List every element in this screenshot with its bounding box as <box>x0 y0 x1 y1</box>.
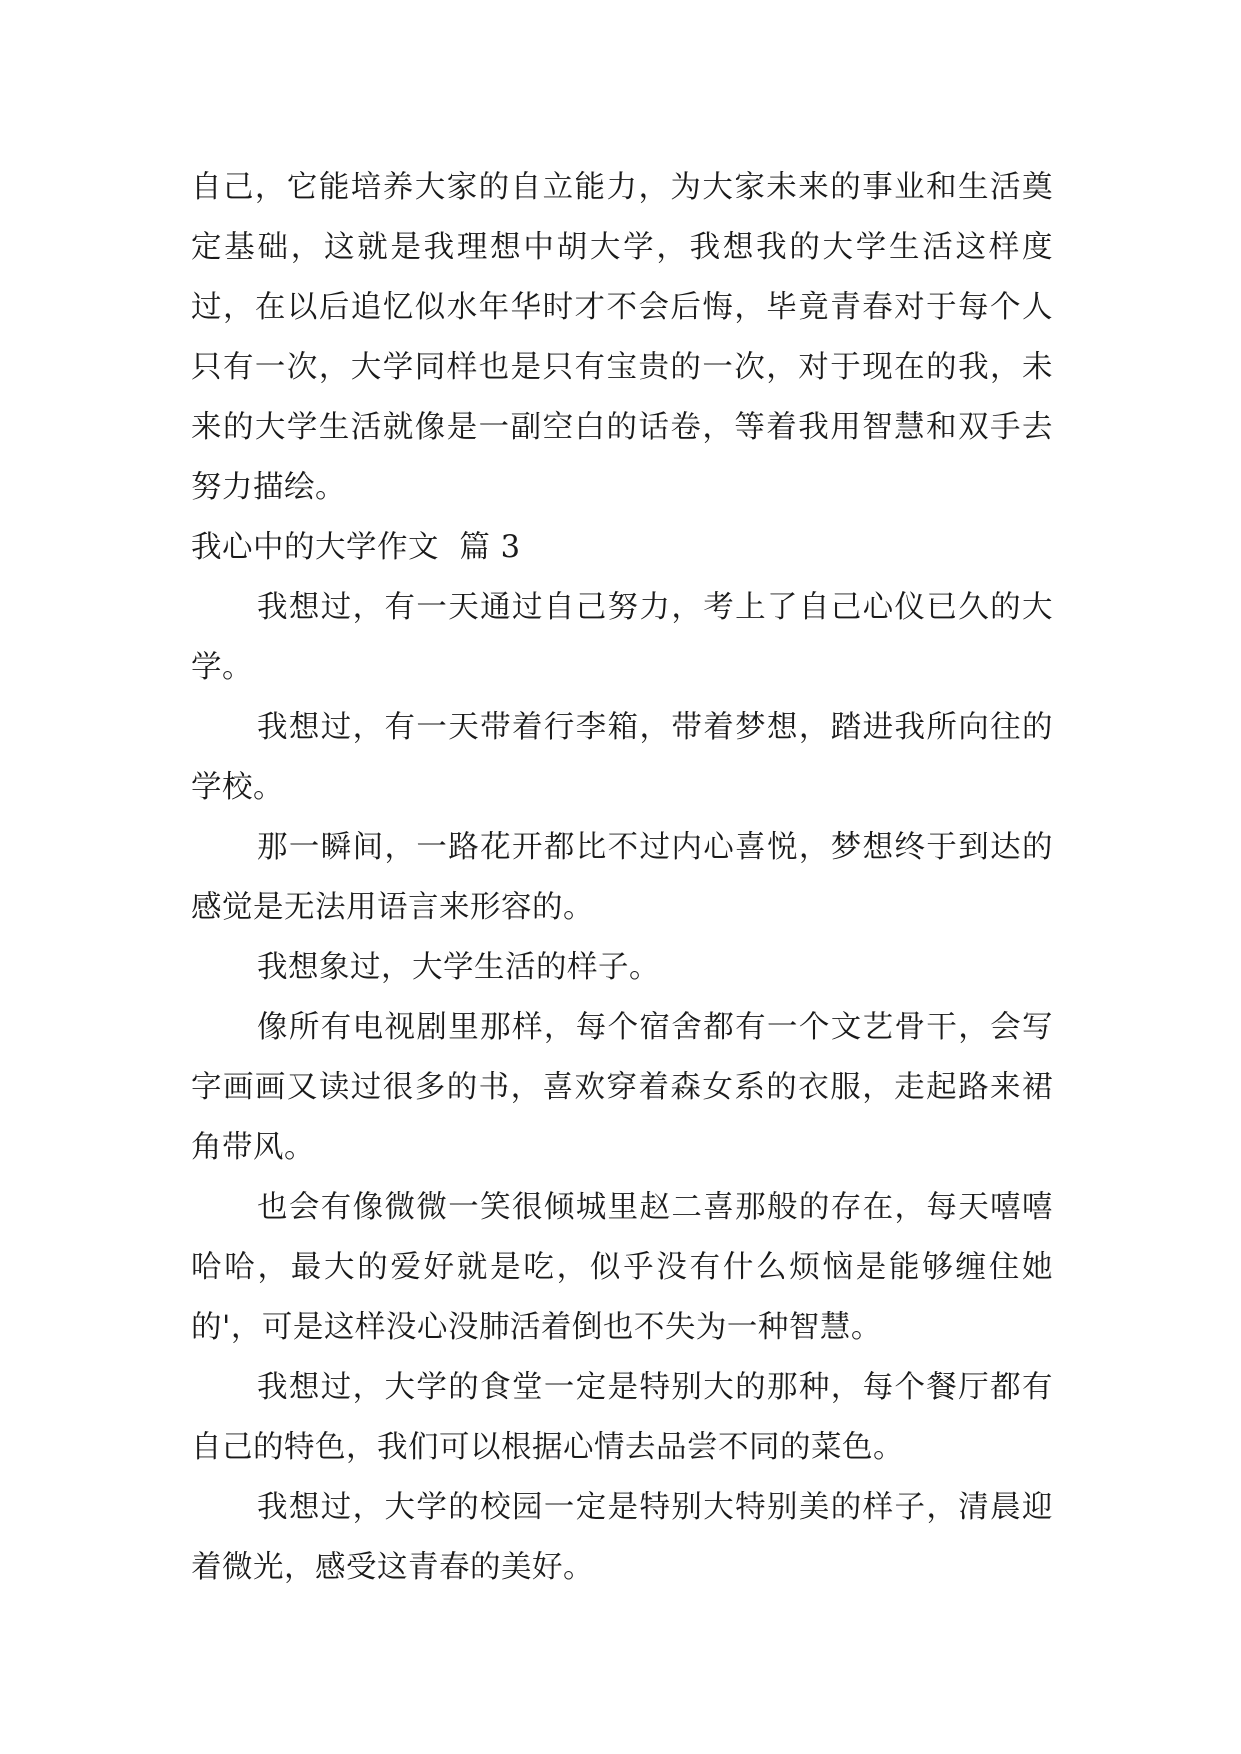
document-body <box>191 158 1053 1598</box>
paragraph: 我想过，有一天带着行李箱，带着梦想，踏进我所向往的学校。 <box>191 710 1053 805</box>
paragraph: 那一瞬间，一路花开都比不过内心喜悦，梦想终于到达的感觉是无法用语言来形容的。 <box>191 830 1053 925</box>
paragraph: 像所有电视剧里那样，每个宿舍都有一个文艺骨干，会写字画画又读过很多的书，喜欢穿着森女系的衣服，走起路来裙角带风。 <box>191 1010 1053 1165</box>
paragraph: 我想过，大学的校园一定是特别大特别美的样子，清晨迎着微光，感受这青春的美好。 <box>191 1490 1053 1585</box>
paragraph: 也会有像微微一笑很倾城里赵二喜那般的存在，每天嘻嘻哈哈，最大的爱好就是吃，似乎没有什么烦恼是能够缠住她的'，可是这样没心没肺活着倒也不失为一种智慧。 <box>191 1190 1053 1345</box>
paragraph: 我想象过，大学生活的样子。 <box>257 950 660 985</box>
paragraph: 我想过，大学的食堂一定是特别大的那种，每个餐厅都有自己的特色，我们可以根据心情去品尝不同的菜色。 <box>191 1370 1053 1465</box>
paragraph: 我想过，有一天通过自己努力，考上了自己心仪已久的大学。 <box>191 590 1053 685</box>
section-title: 我心中的大学作文 篇 3 <box>191 530 521 565</box>
continuation-paragraph: 自己，它能培养大家的自立能力，为大家未来的事业和生活奠定基础，这就是我理想中胡大学，我想我的大学生活这样度过，在以后追忆似水年华时才不会后悔，毕竟青春对于每个人只有一次，大学同样也是只有宝贵的一次，对于现在的我，未来的大学生活就像是一副空白的话卷，等着我用智慧和双手去努力描绘。 <box>191 170 1053 505</box>
